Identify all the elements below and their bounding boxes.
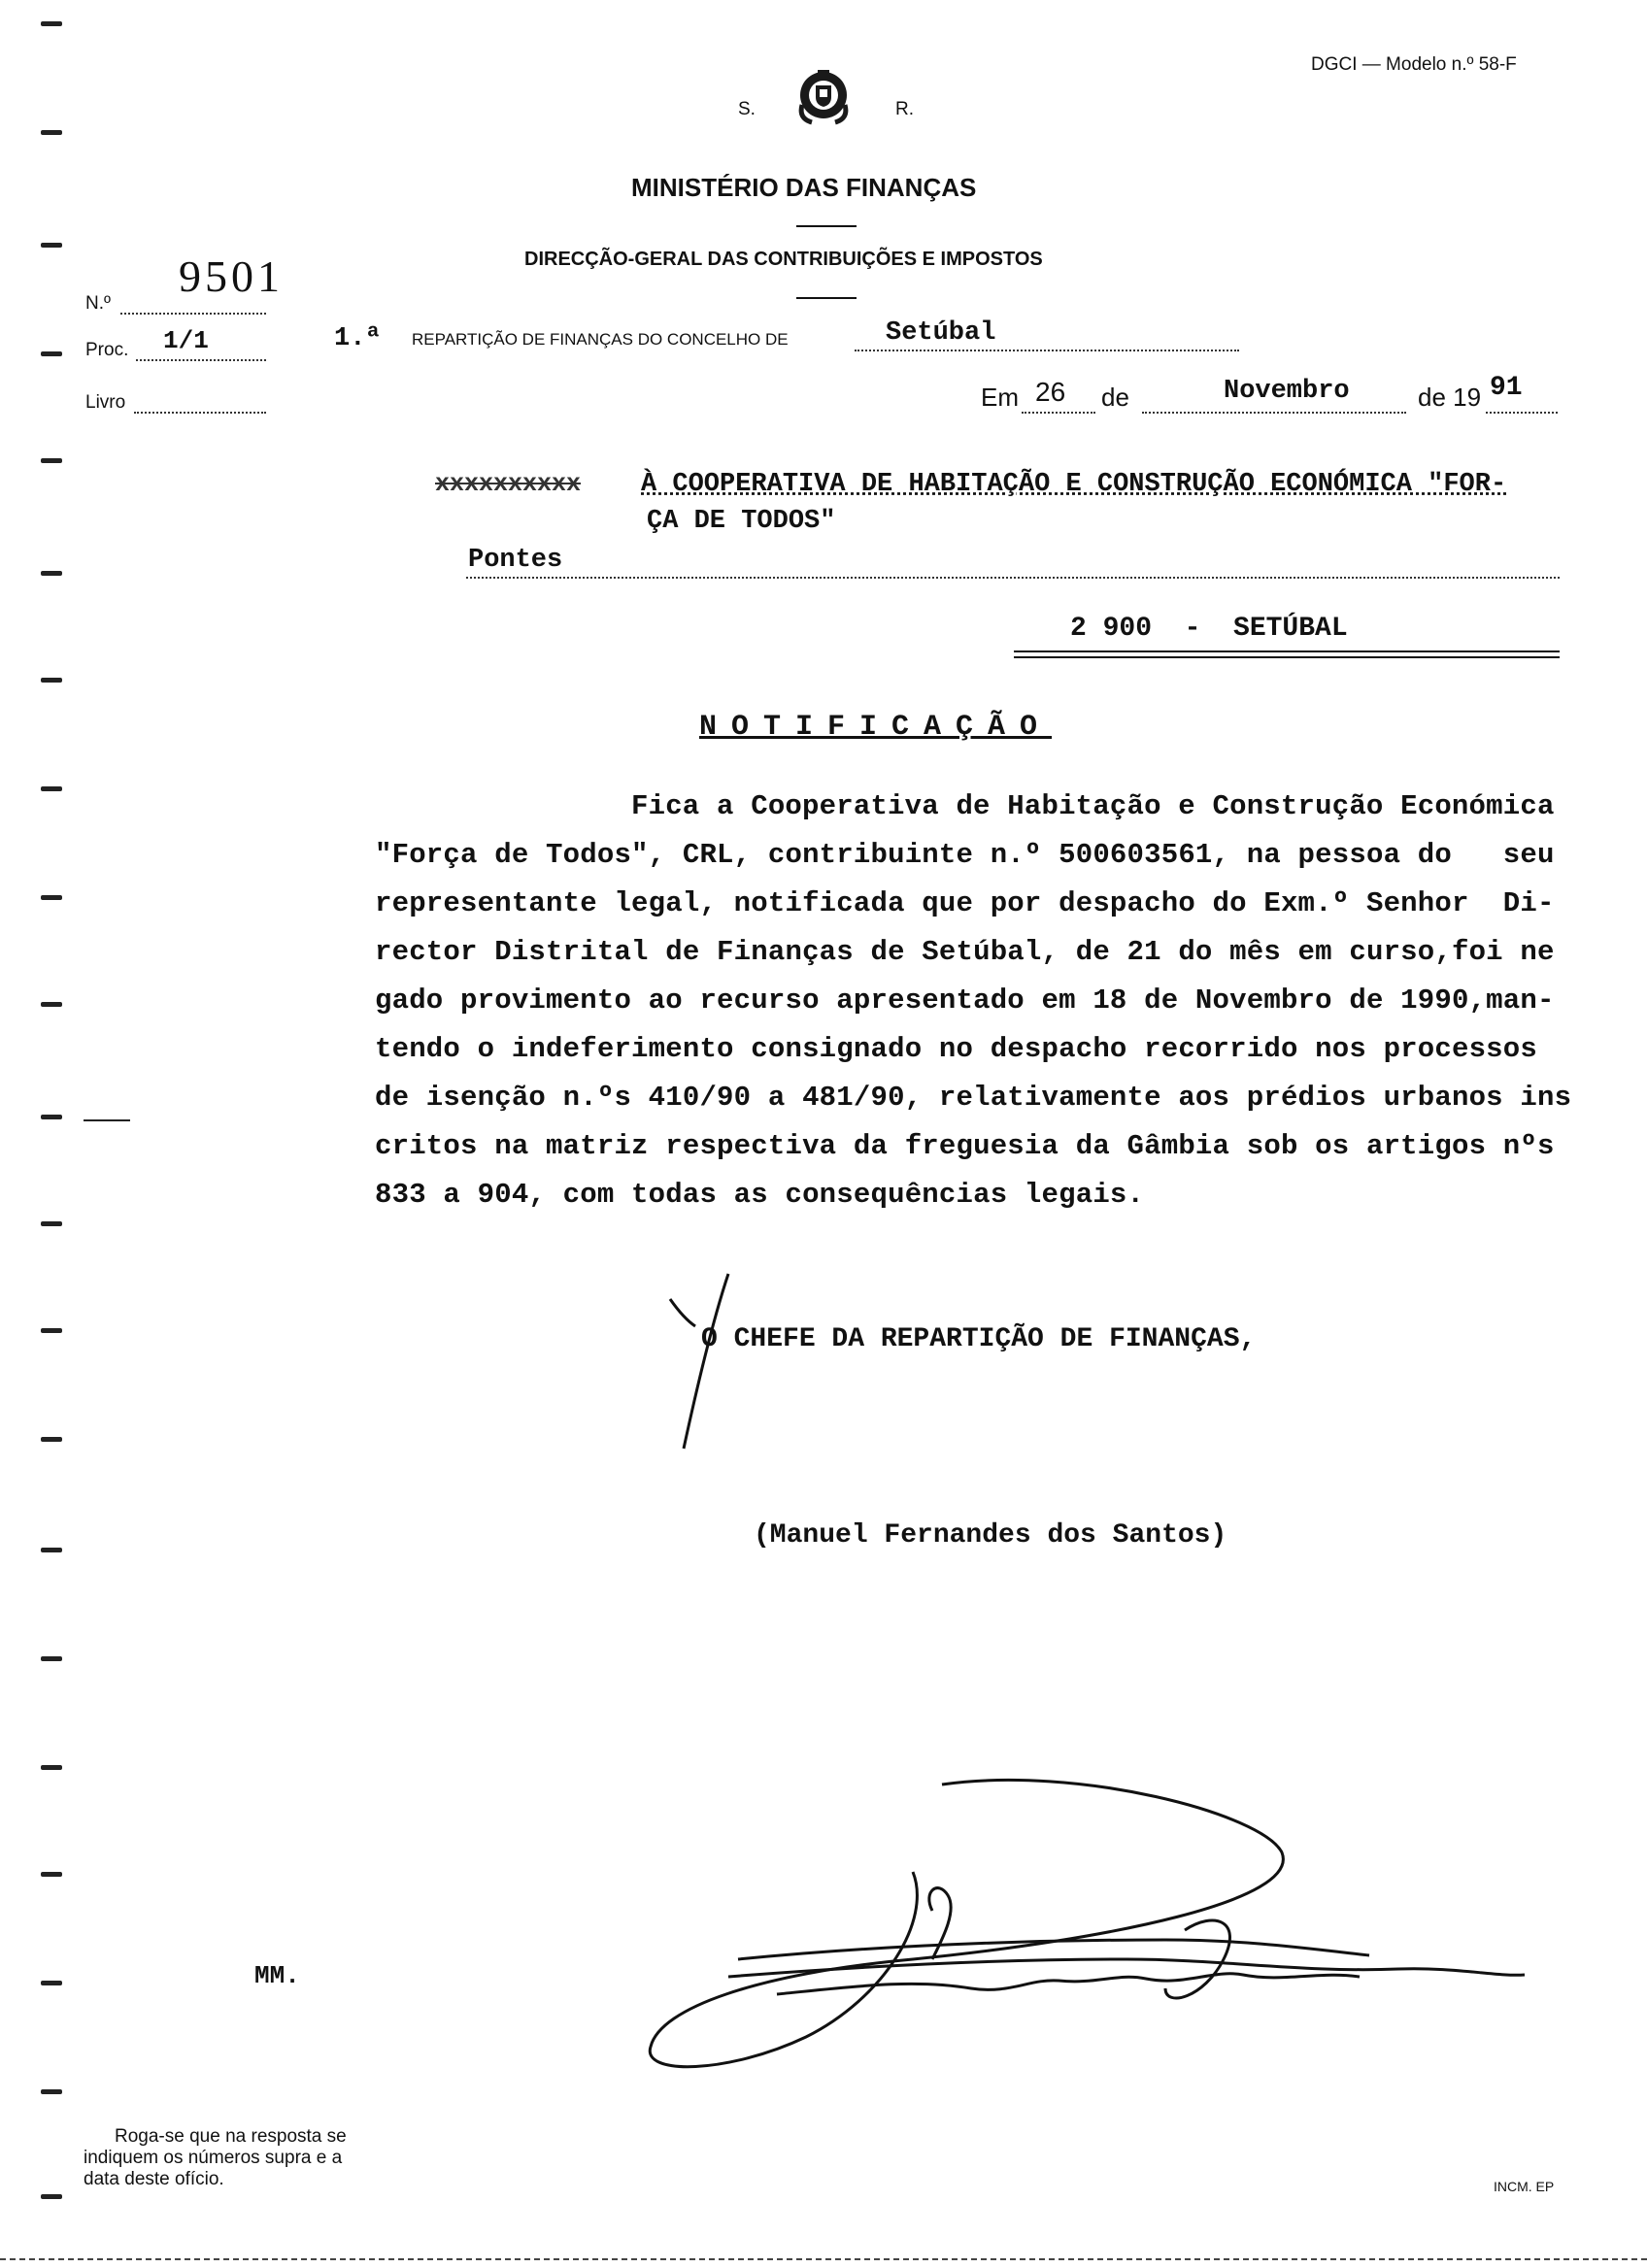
struck-text: xxxxxxxxxx (435, 470, 582, 498)
ministry-title: MINISTÉRIO DAS FINANÇAS (631, 173, 977, 202)
body-line: representante legal, notificada que por despacho do Exm.º Senhor Di- (375, 887, 1555, 919)
body-line: critos na matriz respectiva da freguesia da Gâmbia sob os artigos nºs (375, 1130, 1555, 1162)
addressee-locality: Pontes (468, 546, 563, 575)
r-letter: R. (895, 99, 914, 119)
number-label: N.º (85, 293, 111, 314)
proc-value: 1/1 (163, 326, 209, 355)
repartition-ordinal: 1.ª (334, 324, 382, 353)
livro-field (134, 412, 266, 414)
body-line: de isenção n.ºs 410/90 a 481/90, relativamente aos prédios urbanos ins (375, 1082, 1572, 1114)
s-letter: S. (738, 99, 756, 119)
footer-note-line: Roga-se que na resposta se (115, 2126, 347, 2147)
livro-label: Livro (85, 392, 126, 413)
chief-name: (Manuel Fernandes dos Santos) (754, 1520, 1227, 1551)
initials: MM. (254, 1961, 300, 1990)
body-line: gado provimento ao recurso apresentado em 18 de Novembro de 1990,man- (375, 984, 1555, 1017)
postal-rule (1014, 650, 1560, 658)
form-model: DGCI — Modelo n.º 58-F (1311, 54, 1517, 75)
date-year: 91 (1490, 373, 1523, 403)
footer-note-line: data deste ofício. (84, 2169, 224, 2189)
body-line: "Força de Todos", CRL, contribuinte n.º 500603561, na pessoa do seu (375, 839, 1555, 871)
addressee-postal: 2 900 - SETÚBAL (1070, 614, 1348, 644)
proc-label: Proc. (85, 340, 129, 360)
date-de-19: de 19 (1418, 383, 1482, 412)
date-month: Novembro (1224, 377, 1350, 406)
handwritten-signature (622, 1765, 1534, 2076)
number-value: 9501 (179, 251, 284, 301)
concelho-value: Setúbal (886, 318, 996, 348)
initial-slash-mark (660, 1270, 738, 1454)
printer-mark: INCM. EP (1494, 2179, 1555, 2194)
repartition-label: REPARTIÇÃO DE FINANÇAS DO CONCELHO DE (412, 330, 789, 349)
body-line: 833 a 904, com todas as consequências legais. (375, 1179, 1145, 1211)
bottom-edge-rule (0, 2258, 1647, 2260)
directorate-title: DIRECÇÃO-GERAL DAS CONTRIBUIÇÕES E IMPOSTOS (524, 249, 1043, 270)
footer-note-line: indiquem os números supra e a (84, 2148, 343, 2168)
date-em: Em (981, 383, 1019, 412)
addressee-line-2: ÇA DE TODOS" (647, 507, 836, 536)
body-line: tendo o indeferimento consignado no despacho recorrido nos processos (375, 1033, 1537, 1065)
addressee-line-1: À COOPERATIVA DE HABITAÇÃO E CONSTRUÇÃO ECONÓMICA "FOR- (641, 470, 1507, 499)
date-day: 26 (1035, 377, 1066, 407)
coat-of-arms-emblem (794, 66, 853, 128)
body-line: rector Distrital de Finanças de Setúbal, de 21 do mês em curso,foi ne (375, 936, 1555, 968)
divider (796, 297, 857, 299)
date-de: de (1101, 383, 1129, 412)
document-title: NOTIFICAÇÃO (699, 711, 1053, 744)
divider (796, 225, 857, 227)
chief-role: O CHEFE DA REPARTIÇÃO DE FINANÇAS, (701, 1324, 1257, 1354)
body-line: Fica a Cooperativa de Habitação e Construção Económica (631, 790, 1555, 822)
